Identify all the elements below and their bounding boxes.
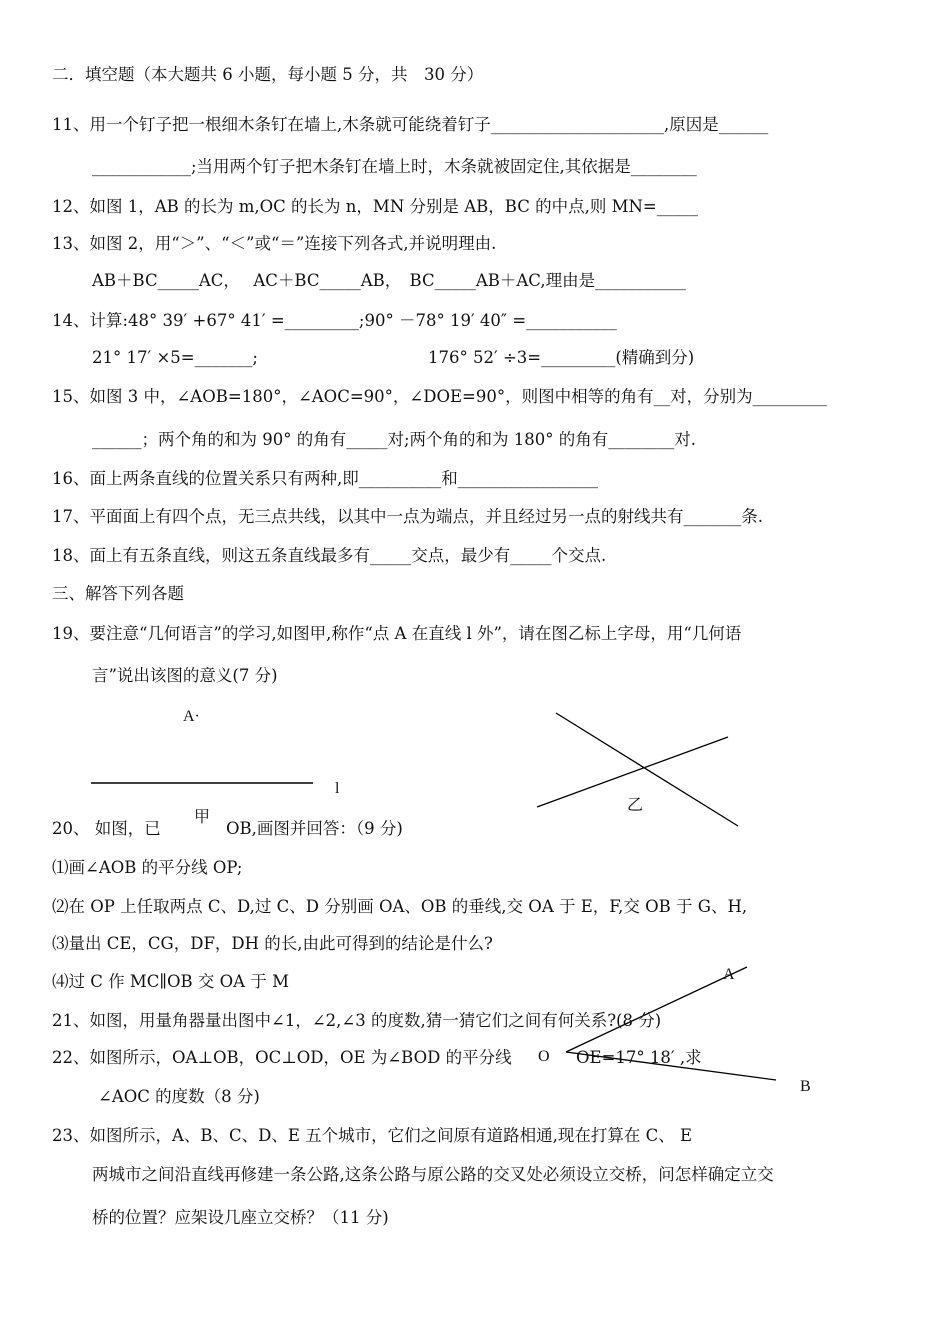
question-18: 18、面上有五条直线，则这五条直线最多有_____交点，最少有_____个交点.	[52, 546, 607, 565]
question-14-line-2a: 21° 17′ ×5=_______;	[92, 348, 258, 367]
question-20-item-3: ⑶量出 CE，CG，DF，DH 的长,由此可得到的结论是什么?	[52, 934, 493, 953]
question-14-line-2b: 176° 52′ ÷3=_________(精确到分)	[428, 348, 695, 367]
figure-angle-label-o: O	[538, 1048, 550, 1065]
question-19-line-1: 19、要注意“几何语言”的学习,如图甲,称作“点 A 在直线 l 外”，请在图乙标上字母，用“几何语	[52, 624, 742, 643]
question-14-line-1: 14、计算:48° 39′ +67° 41′ =_________;90° －78° 19′ 40″ =___________	[52, 311, 617, 330]
question-20-line-1a: 20、 如图，已	[52, 819, 161, 838]
question-13-line-2: AB＋BC_____AC， AC＋BC_____AB， BC_____AB＋AC,理由是___________	[92, 271, 686, 290]
figure-angle-label-b: B	[800, 1078, 811, 1095]
figure-angle-label-a: A	[723, 966, 735, 983]
question-19-line-2: 言”说出该图的意义(7 分)	[92, 666, 278, 685]
question-20-item-1: ⑴画∠AOB 的平分线 OP;	[52, 858, 243, 877]
question-15-line-1: 15、如图 3 中，∠AOB=180°，∠AOC=90°，∠DOE=90°，则图中相等的角有__对，分别为_________	[52, 387, 827, 406]
question-12: 12、如图 1，AB 的长为 m,OC 的长为 n，MN 分别是 AB，BC 的中点,则 MN=_____	[52, 197, 698, 216]
question-22-line-1b: OE=17° 18′ ,求	[576, 1048, 702, 1067]
question-11-line-1: 11、用一个钉子把一根细木条钉在墙上,木条就可能绕着钉子_____________________,原因是______	[52, 115, 769, 134]
question-23-line-3: 桥的位置？应架设几座立交桥？（11 分)	[92, 1208, 389, 1227]
section-2-title: 二．填空题（本大题共 6 小题，每小题 5 分，共 30 分）	[52, 65, 484, 84]
question-22-line-1a: 22、如图所示，OA⊥OB，OC⊥OD，OE 为∠BOD 的平分线	[52, 1048, 512, 1067]
figure-yi-caption: 乙	[627, 797, 644, 814]
question-20-item-2: ⑵在 OP 上任取两点 C、D,过 C、D 分别画 OA、OB 的垂线,交 OA 于 E，F,交 OB 于 G、H,	[52, 897, 748, 916]
figure-jia-point-a: A·	[183, 708, 200, 725]
question-17: 17、平面面上有四个点，无三点共线，以其中一点为端点，并且经过另一点的射线共有_______条.	[52, 507, 763, 526]
question-16: 16、面上两条直线的位置关系只有两种,即__________和_________________	[52, 469, 598, 488]
question-22-line-2: ∠AOC 的度数（8 分)	[98, 1087, 260, 1106]
question-23-line-1: 23、如图所示，A、B、C、D、E 五个城市，它们之间原有道路相通,现在打算在 C、 E	[52, 1126, 693, 1145]
figure-jia-line-label: l	[335, 780, 340, 797]
question-21: 21、如图，用量角器量出图中∠1，∠2,∠3 的度数,猜一猜它们之间有何关系?(8 分)	[52, 1011, 662, 1030]
question-11-line-2: ____________;当用两个钉子把木条钉在墙上时，木条就被固定住,其依据是________	[92, 157, 697, 176]
question-13-line-1: 13、如图 2，用“＞”、“＜”或“＝”连接下列各式,并说明理由.	[52, 234, 497, 253]
figure-jia-caption: 甲	[194, 809, 211, 826]
question-15-line-2: ______；两个角的和为 90° 的角有_____对;两个角的和为 180° 的角有________对.	[92, 430, 697, 449]
figure-yi-line-1	[556, 713, 738, 826]
question-23-line-2: 两城市之间沿直线再修建一条公路,这条公路与原公路的交叉处必须设立交桥，问怎样确定立交	[92, 1165, 774, 1184]
section-3-title: 三、解答下列各题	[52, 584, 184, 603]
question-20-line-1b: OB,画图并回答：（9 分)	[226, 819, 403, 838]
question-20-item-4: ⑷过 C 作 MC∥OB 交 OA 于 M	[52, 972, 289, 991]
